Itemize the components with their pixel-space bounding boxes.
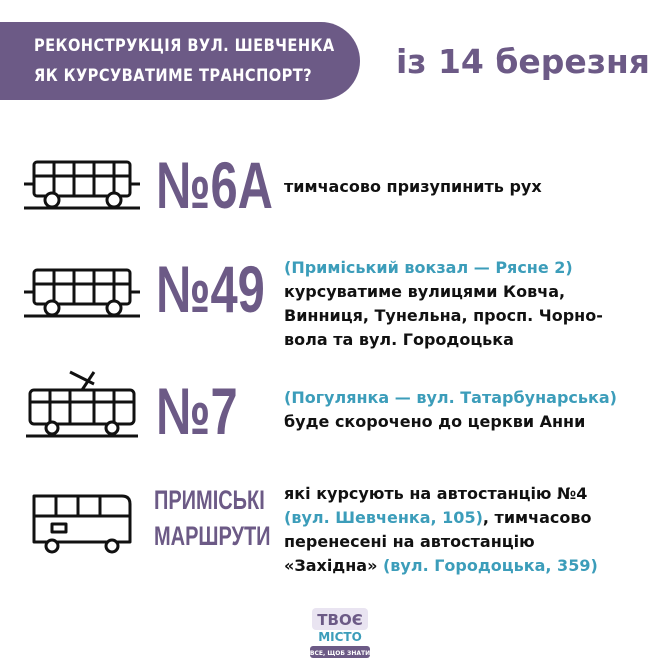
description-text: , тимчасово xyxy=(482,508,592,527)
new-station-address: (вул. Городоцька, 359) xyxy=(377,556,598,575)
suburban-bus-icon xyxy=(22,490,142,565)
route-item-7 xyxy=(0,370,672,446)
header-title-line2: ЯК КУРСУВАТИМЕ ТРАНСПОРТ? xyxy=(34,66,313,86)
route-number: №6А xyxy=(156,148,273,222)
route-item-49 xyxy=(0,252,672,352)
bus-icon xyxy=(22,264,142,325)
header-banner xyxy=(0,22,360,100)
description-line: буде скорочено до церкви Анни xyxy=(284,412,586,431)
route-description xyxy=(284,256,654,352)
description-line: перенесені на автостанцію xyxy=(284,532,535,551)
bus-icon xyxy=(22,156,142,217)
route-description xyxy=(284,482,654,578)
new-station-name: «Західна» xyxy=(284,556,378,575)
route-description xyxy=(284,386,654,434)
description-line: курсуватиме вулицями Ковча, xyxy=(284,282,566,301)
description-line: тимчасово призупинить рух xyxy=(284,177,542,196)
route-number: №49 xyxy=(156,252,265,326)
route-type-line2: МАРШРУТИ xyxy=(154,521,271,551)
route-item-suburban xyxy=(0,480,672,580)
description-line: Винниця, Тунельна, просп. Чорно- xyxy=(284,306,603,325)
route-endpoints: (Приміський вокзал — Рясне 2) xyxy=(284,258,573,277)
description-line: які курсують на автостанцію №4 xyxy=(284,484,588,503)
header-date: із 14 березня xyxy=(396,42,650,81)
route-item-6a xyxy=(0,148,672,224)
logo-icon xyxy=(306,608,374,660)
route-number: №7 xyxy=(156,374,238,448)
tram-icon xyxy=(22,370,142,445)
logo-word1: ТВОЄ xyxy=(317,611,363,629)
route-description xyxy=(284,175,654,199)
header-title-line1: РЕКОНСТРУКЦІЯ ВУЛ. ШЕВЧЕНКА xyxy=(34,36,335,56)
logo-tagline: ВСЕ, ЩОБ ЗНАТИ xyxy=(309,650,371,657)
route-endpoints: (Погулянка — вул. Татарбунарська) xyxy=(284,388,617,407)
route-type-line1: ПРИМІСЬКІ xyxy=(154,485,265,515)
old-station-address: (вул. Шевченка, 105) xyxy=(284,508,483,527)
description-line xyxy=(284,506,654,530)
description-line: вола та вул. Городоцька xyxy=(284,330,514,349)
description-line xyxy=(284,554,654,578)
logo-word2: МІСТО xyxy=(318,630,362,644)
